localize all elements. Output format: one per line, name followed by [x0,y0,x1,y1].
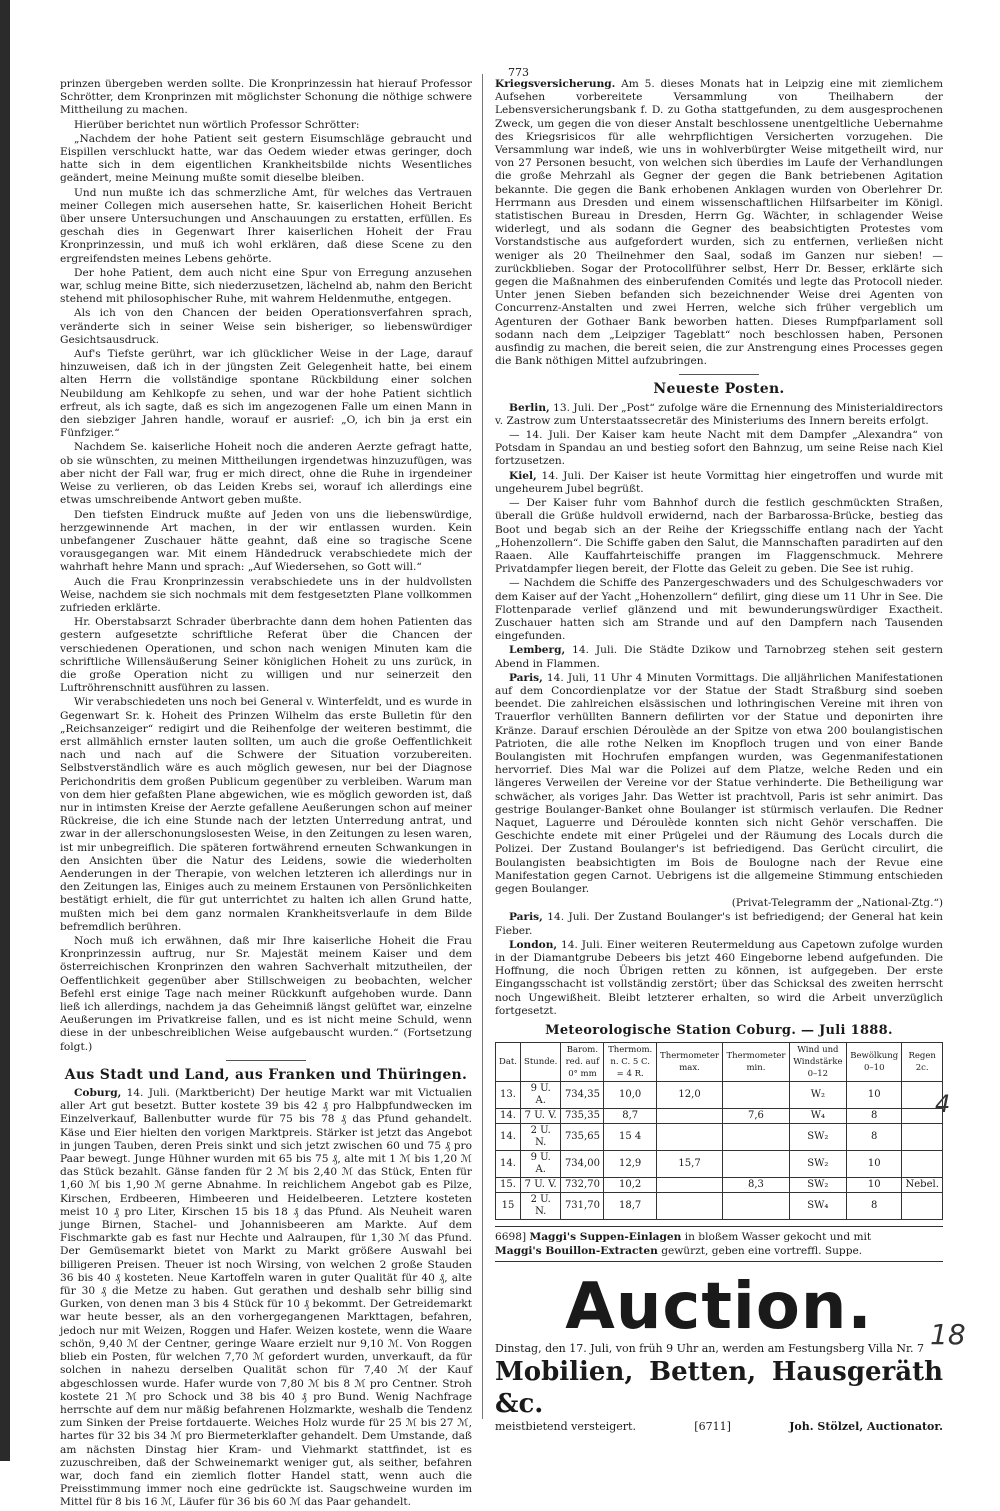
article-paragraph: Wir verabschiedeten uns noch bei General v. Winterfeldt, und es wurde in Gegenwart Sr. k. Hoheit des Prinzen Wilhelm das erste Bulletin für den „Reichsanzeiger“ redigirt und die Reihenfolge der weiteren bestimmt, die erst allmählich ernster lauten sollten, um auch die große Oeffentlichkeit nach und nach auf die Schwere der Situation vorzubereiten. Selbstverständlich wäre es auch möglich gewesen, nur bei der Diagnose Perichondritis dem großen Publicum gegenüber zu verbleiben. Warum man von dem hier gefaßten Plane abgewichen, wie es möglich geworden ist, daß nur in intimsten Kreise der Aerzte gefallene Aeußerungen schon auf meiner Rückreise, die ich eine Stunde nach der letzten Unterredung antrat, und zwar in der allerschonungslosesten Weise, in den Zeitungen zu lesen waren, ist mir unbegreiflich. Die späteren fortwährend erneuten Schwankungen in den Ansichten über die Natur des Leidens, sowie die wiederholten Aenderungen in der Therapie, von welchen letzteren ich allerdings nur in den Zeitungen las, Einiges auch zu meinem Erstaunen von Persönlichkeiten bestätigt erhielt, die für gut unterrichtet zu halten ich allen Grund hatte, mußten mich bei dem ganz normalen Krankheitsverlaufe in dem Bilde befremdlich berühren. [60,696,472,933]
weather-row [496,1193,943,1220]
article-paragraph: Auch die Frau Kronprinzessin verabschiedete uns in der huldvollsten Weise, nachdem sie sich nochmals mit dem festgesetzten Plane vollkommen zufrieden erklärte. [60,575,472,614]
weather-cell [723,1193,789,1220]
weather-heading: Meteorologische Station Coburg. — Juli 1888. [545,1023,893,1039]
weather-cell: 13. [496,1082,521,1109]
left-column [60,78,472,1511]
weather-cell: 10 [847,1082,902,1109]
weather-cell [723,1124,789,1151]
weather-cell: 18,7 [604,1193,656,1220]
weather-row [496,1124,943,1151]
news-text: 13. Juli. Der „Post“ zufolge wäre die Ernennung des Ministerialdirectors v. Zastrow zum Unterstaatssecretär des Ministeriums des Innern bereits erfolgt. [495,401,943,427]
article-paragraph: prinzen übergeben werden sollte. Die Kronprinzessin hat hierauf Professor Schrötter, dem Kronprinzen mit möglichster Schonung die nöthige schwere Mittheilung zu machen. [60,78,472,117]
news-dateline: Berlin, [509,401,550,414]
weather-cell: 7 U. V. [521,1109,561,1124]
weather-cell: 2 U. N. [521,1193,561,1220]
section-heading: Aus Stadt und Land, aus Franken und Thüringen. [64,1066,468,1083]
auction-title: Auction. [565,1270,873,1345]
weather-header-cell: Thermometer min. [723,1043,789,1082]
weather-cell: Nebel. [902,1178,943,1193]
weather-cell: SW₄ [789,1193,846,1220]
weather-header-row [496,1043,943,1082]
weather-cell: 9 U. A. [521,1151,561,1178]
auctioneer: Joh. Stölzel, Auctionator. [789,1420,943,1434]
weather-cell: 15. [496,1178,521,1193]
news-text: 14. Juli, 11 Uhr 4 Minuten Vormittags. Die alljährlichen Manifestationen auf dem Concordienplatze vor der Statue der Stadt Straßburg sind soeben beendet. Die zahlreichen elsässischen und lothringischen Vereine mit ihren von Trauerflor verhüllten Bannern defilirten vor der Statue und deponirten ihre Kränze. Darauf erschien Déroulède an der Spitze von etwa 200 boulangistischen Patrioten, die alle rothe Nelken im Knopfloch trugen und von einer Bande Boulangisten mit Hochrufen empfangen wurden, was Gegenmanifestationen hervorrief. Dies Mal war die Polizei auf dem Platze, welche Reden und ein längeres Verweilen der Vereine vor der Statue verhinderte. Die Betheiligung war schwächer, als voriges Jahr. Das Wetter ist prachtvoll, Paris ist sehr animirt. Das gestrige Boulanger-Banket ohne Boulanger ist stürmisch verlaufen. Die Redner Naquet, Laguerre und Déroulède konnten sich nicht Gehör verschaffen. Die Geschichte endete mit einer Prügelei und der Räumung des Locals durch die Polizei. Der Zustand Boulanger's ist befriedigend. Das Gerücht circulirt, die Boulangisten beabsichtigten im Bois de Boulogne nach der Revue eine Manifestation gegen Carnot. Uebrigens ist die allgemeine Stimmung entschieden gegen Boulanger. [495,671,943,895]
weather-cell: 10,0 [604,1082,656,1109]
weather-cell: 9 U. A. [521,1082,561,1109]
news-dateline: Kiel, [509,469,537,482]
news-dateline: Lemberg, [509,644,566,657]
maggi-product-1: Maggi's Suppen-Einlagen [529,1231,682,1244]
news-heading: Neueste Posten. [653,381,785,398]
weather-header-cell: Stunde. [521,1043,561,1082]
weather-header-cell: Thermom. n. C. 5 C. = 4 R. [604,1043,656,1082]
weather-cell: 8,3 [723,1178,789,1193]
weather-row [496,1109,943,1124]
weather-header-cell: Wind und Windstärke 0–12 [789,1043,846,1082]
weather-cell [656,1109,722,1124]
article-paragraph: Und nun mußte ich das schmerzliche Amt, für welches das Vertrauen meiner Collegen mich ausersehen hatte, Sr. kaiserlichen Hoheit Bericht über unsere Untersuchungen und Anschauungen zu erstatten, erfüllen. Es geschah dies in Gegenwart Ihrer kaiserlichen Hoheit der Frau Kronprinzessin, und muß ich wohl erklären, daß diese Scene zu den ergreifendsten meines Lebens gehörte. [60,186,472,265]
news-text: — Der Kaiser fuhr vom Bahnhof durch die festlich geschmückten Straßen, überall die Grüße huldvoll erwidernd, nach der Barbarossa-Brücke, bestieg das Boot und begab sich an der Reihe der Kriegsschiffe entlang nach der Yacht „Hohenzollern“. Die Schiffe gaben den Salut, die Mannschaften paradirten auf den Raaen. Alle Kauffahrteischiffe prangen im Flaggenschmuck. Mehrere Privatdampfer liegen bereit, der Flotte das Geleit zu geben. Die See ist ruhig. [495,497,943,576]
weather-cell: 15,7 [656,1151,722,1178]
weather-cell: W₂ [789,1082,846,1109]
weather-cell: 734,35 [561,1082,604,1109]
weather-cell: 10 [847,1178,902,1193]
weather-cell: SW₂ [789,1151,846,1178]
weather-cell: 15 4 [604,1124,656,1151]
article-paragraph: Der hohe Patient, dem auch nicht eine Spur von Erregung anzusehen war, schlug meine Bitte, sich niederzusetzen, lächelnd ab, nahm den Bericht stehend mit philosophischer Ruhe, mit wahrem Heldenmuthe, entgegen. [60,266,472,306]
right-column [495,78,943,1434]
weather-cell: 10 [847,1151,902,1178]
weather-cell [723,1151,789,1178]
news-item [495,644,943,670]
news-text: 14. Juli. Einer weiteren Reutermeldung aus Capetown zufolge wurden in der Diamantgrube Debeers bis jetzt 460 Eingeborne lebend aufgefunden. Die Hoffnung, die noch Übrigen retten zu können, ist aufgegeben. Der erste Eingangsschacht ist vollständig zerstört; über das Schicksal des zweiten herrscht noch Ungewißheit. Bleibt letzterer erhalten, so wird die Arbeit unverzüglich fortgesetzt. [495,938,943,1017]
auction-footer [495,1420,943,1434]
handwritten-mark: 18 [930,1318,966,1351]
weather-cell: 12,9 [604,1151,656,1178]
weather-cell: 15 [496,1193,521,1220]
section-rule [226,1060,306,1061]
weather-cell: 734,00 [561,1151,604,1178]
news-item [495,577,943,643]
weather-header-cell: Bewölkung 0–10 [847,1043,902,1082]
maggi-text-1: in bloßem Wasser gekocht und mit [684,1231,872,1244]
news-item [495,672,943,896]
news-text: — Nachdem die Schiffe des Panzergeschwaders und des Schulgeschwaders vor dem Kaiser auf der Yacht „Hohenzollern“ defilirt, ging diese um 11 Uhr in See. Die Flottenparade verlief glänzend und mit bewunderungswürdiger Exactheit. Zuschauer hatten sich am Strande und auf den Dampfern nach Tausenden eingefunden. [495,577,943,643]
maggi-text-2: gewürzt, geben eine vortreffl. Suppe. [661,1245,863,1258]
weather-header-cell: Barom. red. auf 0° mm [561,1043,604,1082]
weather-cell: 7,6 [723,1109,789,1124]
article-paragraph: Den tiefsten Eindruck mußte auf Jeden von uns die liebenswürdige, herzgewinnende Art machen, in der wir entlassen wurden. Kein unbefangener Zuschauer hätte geahnt, daß eine so tragische Scene vorausgegangen war. Mit einem Händedruck verabschiedete mich der wahrhaft hehre Mann und sprach: „Auf Wiedersehen, so Gott will.“ [60,508,472,574]
column-divider [482,74,483,1419]
weather-cell: 10,2 [604,1178,656,1193]
news-source: (Privat-Telegramm der „National-Ztg.“) [731,897,943,910]
news-item [495,911,943,937]
weather-header-cell: Thermometer max. [656,1043,722,1082]
weather-cell: 735,35 [561,1109,604,1124]
weather-cell: 14. [496,1124,521,1151]
article-paragraph: Nachdem Se. kaiserliche Hoheit noch die anderen Aerzte gefragt hatte, ob sie wünschten, zu meinen Mittheilungen irgendetwas hinzuzufügen, was aber nicht der Fall war, frug er mich direct, ohne die Ruhe in irgendeiner Weise zu verlieren, ob das Leiden Krebs sei, worauf ich allerdings eine etwas umschreibende Antwort geben mußte. [60,441,472,507]
weather-cell: 12,0 [656,1082,722,1109]
news-dateline: Paris, [509,911,543,924]
news-item [495,470,943,496]
insurance-article [495,78,943,368]
news-item [495,429,943,469]
weather-cell: 735,65 [561,1124,604,1151]
article-paragraph: Noch muß ich erwähnen, daß mir Ihre kaiserliche Hoheit die Frau Kronprinzessin auftrug, nur Sr. Majestät meinem Kaiser und dem österreichischen Kronprinzen den wahren Sachverhalt mitzutheilen, der Oeffentlichkeit gegenüber aber Stillschweigen zu beobachten, welcher Befehl erst einige Tage nach meiner Rückkunft aufgehoben wurde. Dann ließ ich allerdings, nachdem ja das Geheimniß längst gelüftet war, einzelne Aeußerungen im Privatkreise fallen, und es ist nicht meine Schuld, wenn diese in der unbeschreiblichen Weise aufgebauscht wurden.“ (Fortsetzung folgt.) [60,935,472,1053]
weather-cell: SW₂ [789,1178,846,1193]
article-paragraph: Auf's Tiefste gerührt, war ich glücklicher Weise in der Lage, darauf hinzuweisen, daß ich in der jüngsten Zeit Gelegenheit hatte, bei einem alten Herrn die vollständige spontane Rückbildung einer solchen Neubildung am Kehlkopfe zu sehen, und war der hohe Patient sichtlich erfreut, als ich sagte, daß es sich im angezogenen Falle um einen Mann in den siebziger Jahren handle, worauf er ausrief: „O, ich bin ja erst ein Fünfziger.“ [60,348,472,440]
weather-cell: 7 U. V. [521,1178,561,1193]
weather-cell: 8,7 [604,1109,656,1124]
weather-cell [656,1193,722,1220]
weather-cell [656,1178,722,1193]
news-dateline: Paris, [509,671,543,684]
news-text: 14. Juli. Die Städte Dzikow und Tarnobrzeg stehen seit gestern Abend in Flammen. [495,644,943,670]
weather-cell: 2 U. N. [521,1124,561,1151]
news-item [495,939,943,1018]
maggi-product-2: Maggi's Bouillon-Extracten [495,1245,658,1258]
insurance-text: Am 5. dieses Monats hat in Leipzig eine mit ziemlichem Aufsehen vorbereitete Versammlung von Theilhabern der Lebensversicherungsbank f. D. zu Gotha stattgefunden, zu dem ausgesprochenen Zweck, um gegen die von dieser Anstalt beschlossene unentgeltliche Uebernahme des Kriegsrisicos für alle wehrpflichtigen Versicherten vorzugehen. Die Versammlung war indeß, wie uns in wohlverbürgter Weise mitgetheilt wird, nur von 27 Personen besucht, von welchen sich überdies im Laufe der Verhandlungen die große Mehrzahl als Gegner der gegen die Bank betriebenen Agitation bekannte. Die gegen die Bank erhobenen Anklagen wurden von Oberlehrer Dr. Herrmann aus Dresden und einem wissenschaftlichen Hilfsarbeiter im Königl. statistischen Bureau in Dresden, Herrn Gg. Wächter, in schlagender Weise widerlegt, und als sodann die Gegner des beabsichtigten Protestes vom Vorstandstische aus aufgefordert wurden, sich zu entfernen, verließen nicht weniger als 20 Theilnehmer den Saal, sodaß im Ganzen nur sieben! — zurückblieben. Sogar der Protocollführer selbst, Herr Dr. Besser, erklärte sich gegen die Maßnahmen des einberufenden Comités und legte das Protocoll nieder. Unter jenen Sieben befanden sich bezeichnender Weise drei Agenten von Concurrenz-Anstalten und zwei Herren, welche sich früher vergeblich um Agenturen der Gothaer Bank beworben hatten. Dieses Rumpfparlament soll sodann nach dem „Leipziger Tageblatt“ noch beschlossen haben, Personen ausfindig zu machen, die bereit seien, die zur Anstrengung eines Processes gegen die Bank nöthigen Mittel aufzubringen. [495,78,943,368]
weather-cell: 14. [496,1151,521,1178]
article-paragraph: Hierüber berichtet nun wörtlich Professor Schrötter: [74,118,360,131]
weather-cell: 8 [847,1109,902,1124]
auction-details: Dinstag, den 17. Juli, von früh 9 Uhr an, werden am Festungsberg Villa Nr. 7 [495,1342,925,1356]
maggi-advertisement [495,1226,943,1262]
auction-footer-left: meistbietend versteigert. [495,1420,636,1434]
news-item [495,497,943,576]
auction-number: [6711] [694,1420,731,1434]
article-paragraph: „Nachdem der hohe Patient seit gestern Eisumschläge gebraucht und Eispillen verschluckt hatte, war das Oedem wieder etwas geringer, doch hatte sich in dem eigentlichen Krankheitsbilde nichts Wesentliches geändert, meine Meinung mußte somit dieselbe bleiben. [60,132,472,185]
article-paragraph: Hr. Oberstabsarzt Schrader überbrachte dann dem hohen Patienten das gestern aufgesetzte schriftliche Referat über die Chancen der verschiedenen Operationen, und schon nach wenigen Minuten kam die schriftliche Willensäußerung Seiner königlichen Hoheit zu uns zurück, in die große Operation nicht zu willigen und nur seinerzeit den Luftröhrenschnitt ausführen zu lassen. [60,616,472,695]
weather-cell [902,1151,943,1178]
handwritten-mark: 4 [935,1090,951,1118]
weather-cell: W₄ [789,1109,846,1124]
weather-cell: SW₂ [789,1124,846,1151]
weather-table [495,1042,943,1220]
weather-table-body [496,1082,943,1220]
weather-cell: 731,70 [561,1193,604,1220]
weather-header-cell: Dat. [496,1043,521,1082]
news-text: — 14. Juli. Der Kaiser kam heute Nacht mit dem Dampfer „Alexandra“ von Potsdam in Spandau an und bestieg sofort den Bahnzug, um seine Reise nach Kiel fortzusetzen. [495,429,943,468]
weather-cell [902,1124,943,1151]
auction-items: Mobilien, Betten, Hausgeräth &c. [495,1357,943,1420]
article-paragraph: Als ich von den Chancen der beiden Operationsverfahren sprach, veränderte sich in seiner Weise sein bisheriger, so liebenswürdiger Gesichtsausdruck. [60,307,472,346]
ad-number: 6698] [495,1231,527,1244]
weather-cell [902,1193,943,1220]
news-text: 14. Juli. Der Kaiser ist heute Vormittag hier eingetroffen und wurde mit ungeheurem Jubel begrüßt. [495,469,943,495]
weather-header-cell: Regen 2c. [902,1043,943,1082]
section-rule [679,374,759,375]
market-report-text: 14. Juli. (Marktbericht) Der heutige Markt war mit Victualien aller Art gut besetzt. Butter kostete 39 bis 42 ₰ pro Halbpfundwecken im Einzelverkauf, Ballenbutter wurde für 75 bis 78 ₰ das Pfund gehandelt. Käse und Eier hielten den vorigen Marktpreis. Stärker ist jetzt das Angebot in jungen Tauben, deren Preis sinkt und sich jetzt zwischen 60 und 75 ₰ pro Paar bewegt. Junge Hühner wurden mit 65 bis 75 ₰, alte mit 1 ℳ bis 1,20 ℳ das Stück bezahlt. Gänse fanden für 2 ℳ bis 2,40 ℳ das Stück, Enten für 1,60 ℳ bis 1,90 ℳ gerne Abnahme. In reichlichem Angebot gab es Pilze, Kirschen, Erdbeeren, Himbeeren und Heidelbeeren. Letztere kosteten meist 10 ₰ pro Liter, Kirschen 15 bis 18 ₰ das Pfund. Als Neuheit waren junge Birnen, Stachel- und Johannisbeeren am Markte. Auf dem Fischmarkte gab es fast nur Hechte und Aalraupen, für 1,30 ℳ das Pfund. Der Gemüsemarkt bietet von Markt zu Markt größere Auswahl bei billigeren Preisen. Theuer ist noch Wirsing, von welchen 2 große Stauden 36 bis 40 ₰ kosteten. Neue Kartoffeln waren in guter Qualität für 40 ₰, alte für 30 ₰ die Metze zu haben. Gut gerathen und deshalb sehr billig sind Gurken, von denen man 3 bis 4 Stück für 10 ₰ bekommt. Der Getreidemarkt war heute besser, als an den vorhergegangenen Markttagen, befahren, jedoch nur mit Weizen, Roggen und Hafer. Weizen kostete, wenn die Waare schön, 9,40 ℳ der Centner, geringe Waare erzielt nur 9,10 ℳ. Von Roggen blieb ein Posten, für welchen 7,70 ℳ gefordert wurden, unverkauft, da für solchen in nahezu derselben Qualität schon für 7,40 ℳ der Kauf abgeschlossen wurde. Hafer wurde von 7,80 ℳ bis 8 ℳ pro Centner. Stroh kostete 21 ℳ pro Schock und 38 bis 40 ₰ pro Bund. Wenig Nachfrage herrschte auf dem nur mäßig befahrenen Holzmarkte, weshalb die Tendenz zum Sinken der Preise fortdauerte. Weiches Holz wurde für 25 ℳ bis 27 ℳ, hartes für 32 bis 34 ℳ pro Biermeterklafter gehandelt. Dem Umstande, daß am nächsten Dinstag hier Kram- und Viehmarkt stattfindet, ist es zuzuschreiben, daß der Schweinemarkt weniger gut, als seither, befahren war, doch fand ein ziemlich flotter Handel statt, wenn auch die Preisstimmung immer noch eine gedrückte ist. Saugschweine wurden im Mittel für 8 bis 16 ℳ, Läufer für 36 bis 60 ℳ das Paar gehandelt. [60,1087,473,1509]
news-text: 14. Juli. Der Zustand Boulanger's ist befriedigend; der General hat kein Fieber. [495,911,943,937]
weather-cell: 14. [496,1109,521,1124]
dateline: Coburg, [74,1087,122,1100]
weather-cell: 8 [847,1124,902,1151]
weather-row [496,1151,943,1178]
news-item [495,402,943,428]
weather-cell: 732,70 [561,1178,604,1193]
news-dateline: London, [509,938,558,951]
page-number: 773 [508,66,529,79]
weather-cell: 8 [847,1193,902,1220]
weather-row [496,1082,943,1109]
weather-cell [656,1124,722,1151]
weather-row [496,1178,943,1193]
weather-cell [723,1082,789,1109]
market-report [60,1087,472,1510]
article-lead: Kriegsversicherung. [495,78,616,90]
